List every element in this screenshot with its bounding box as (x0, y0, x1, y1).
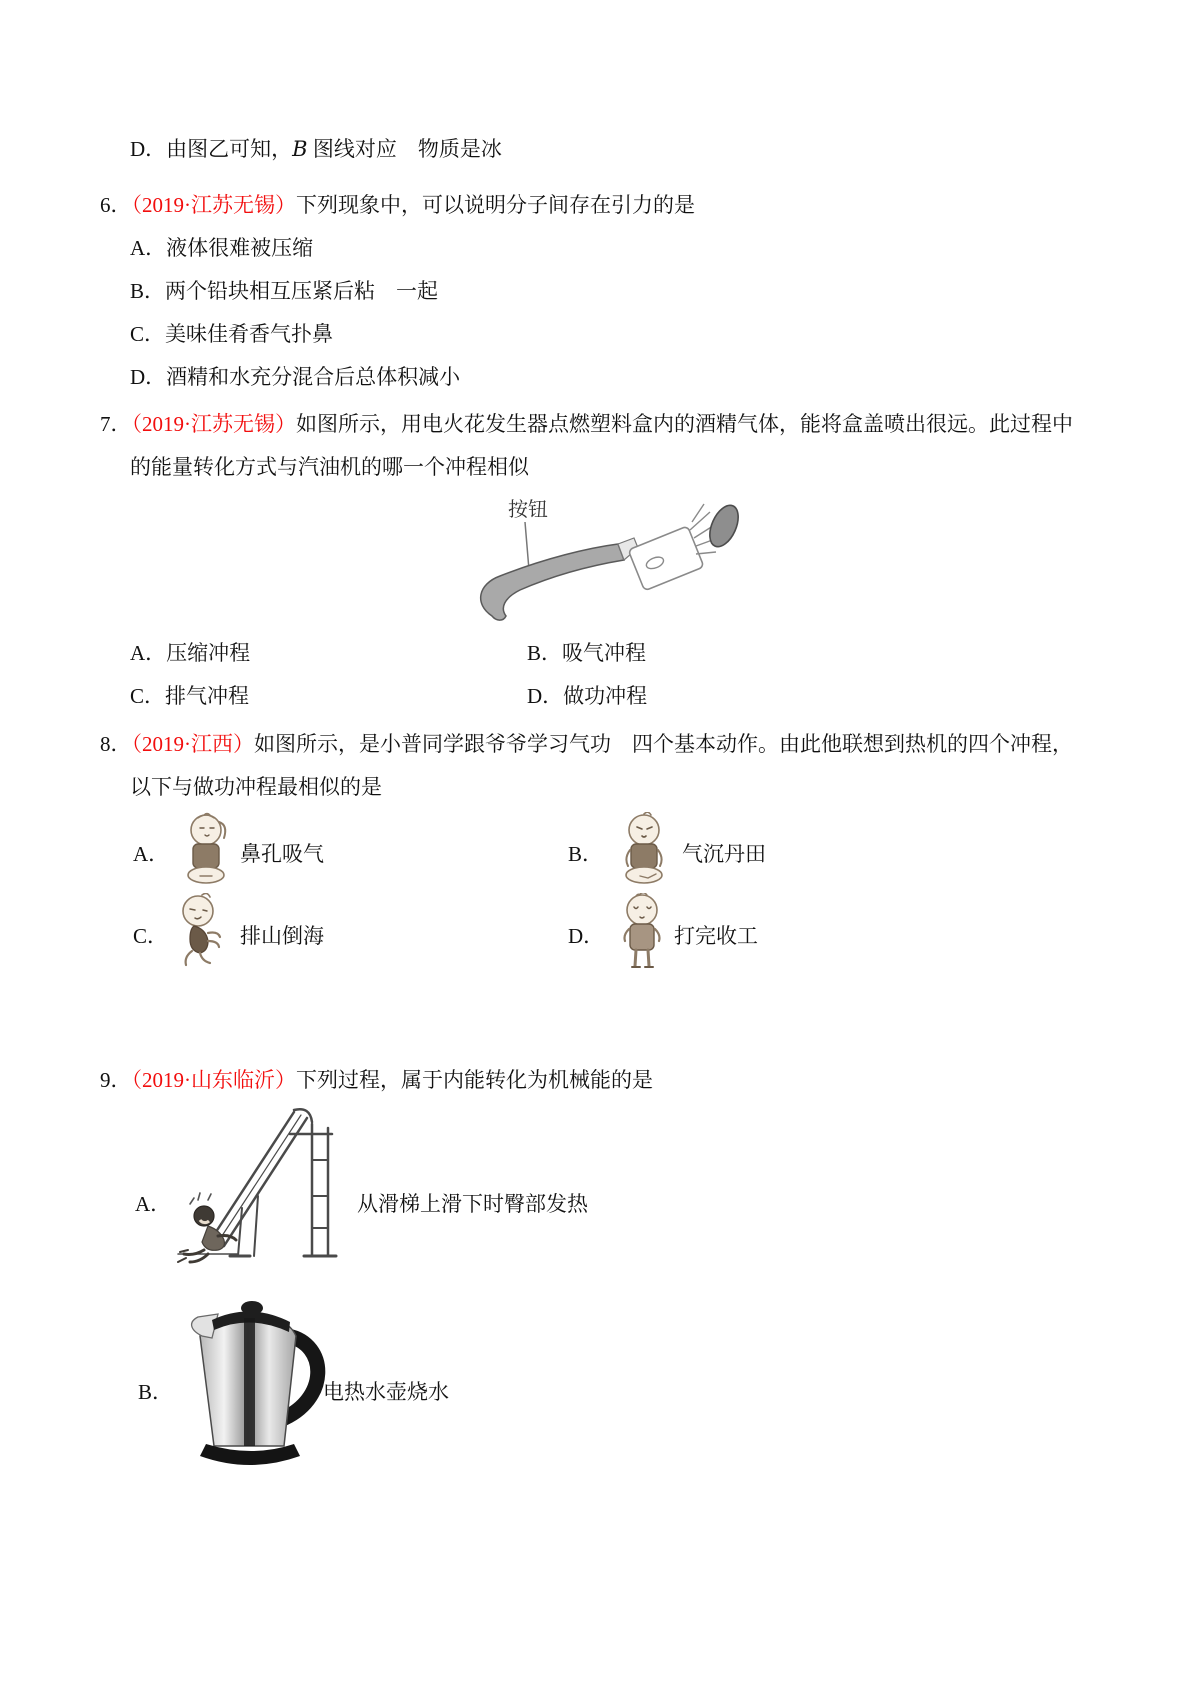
option-text-pre: 由图乙可知， (166, 137, 293, 161)
button-callout-label: 按钮 (508, 499, 548, 521)
question-6-option-a: A．液体很难被压缩 (130, 236, 314, 260)
question-8-stem-line1 (100, 728, 1073, 758)
option-label: D． (130, 137, 167, 161)
kettle-figure (178, 1296, 326, 1476)
spark-igniter-illustration (462, 486, 752, 631)
igniter-handle (481, 544, 624, 620)
question-number: 9． (100, 1068, 132, 1092)
question-8-option-b-caption: 气沉丹田 (682, 842, 766, 866)
source-tag: （2019·江苏无锡） (131, 412, 296, 436)
question-6-option-d: D．酒精和水充分混合后总体积减小 (130, 365, 461, 389)
question-8-option-c-label: C． (133, 924, 169, 948)
question-8-option-d-label: D． (568, 924, 605, 948)
question-8-option-d-caption: 打完收工 (674, 924, 758, 948)
question-7-option-d: D．做功冲程 (527, 684, 648, 708)
cartoon-child-sitting-inhale (180, 812, 236, 890)
option-text-post: 图线对应 物质是冰 (307, 137, 502, 161)
question-8-option-b-label: B． (568, 842, 604, 866)
stem-text: 如图所示，用电火花发生器点燃塑料盒内的酒精气体，能将盒盖喷出很远。此过程中 (296, 412, 1073, 436)
source-tag: （2019·山东临沂） (131, 1068, 296, 1092)
italic-variable-b: B (292, 137, 308, 161)
question-8-stem-line2: 以下与做功冲程最相似的是 (130, 775, 382, 799)
electric-kettle-illustration (178, 1296, 326, 1470)
qigong-finish-figure (614, 893, 670, 979)
ejected-cap (704, 501, 744, 551)
stem-text: 下列现象中，可以说明分子间存在引力的是 (296, 193, 695, 217)
question-9-option-a-label: A． (135, 1192, 172, 1216)
question-6-stem (100, 189, 695, 219)
question-8-option-a-caption: 鼻孔吸气 (240, 842, 324, 866)
child-on-slide-illustration (174, 1104, 354, 1270)
question-9-option-b-caption: 电热水壶烧水 (323, 1380, 449, 1404)
question-6-option-c: C．美味佳肴香气扑鼻 (130, 322, 334, 346)
plastic-box (628, 526, 704, 591)
question-7-stem-line1 (100, 408, 1073, 438)
question-7-option-a: A．压缩冲程 (130, 641, 251, 665)
question-7-option-c: C．排气冲程 (130, 684, 250, 708)
question-8-option-c-caption: 排山倒海 (240, 924, 324, 948)
slide-figure (174, 1104, 354, 1276)
source-tag: （2019·江苏无锡） (131, 193, 296, 217)
question-6-option-b: B．两个铅块相互压紧后粘 一起 (130, 279, 439, 303)
question-9-option-a-caption: 从滑梯上滑下时臀部发热 (357, 1192, 588, 1216)
question-number: 7． (100, 412, 132, 436)
prev-question-option-d (130, 133, 502, 163)
question-number: 6． (100, 193, 132, 217)
question-7-stem-line2: 的能量转化方式与汽油机的哪一个冲程相似 (130, 455, 529, 479)
cartoon-child-sitting-meditate (616, 812, 672, 890)
question-number: 8． (100, 732, 132, 756)
question-9-option-b-label: B． (138, 1380, 174, 1404)
spark-igniter-figure (462, 486, 752, 631)
stem-text: 如图所示，是小普同学跟爷爷学习气功 四个基本动作。由此他联想到热机的四个冲程， (254, 732, 1073, 756)
qigong-meditate-figure (616, 812, 672, 896)
qigong-inhale-figure (180, 812, 236, 896)
question-7-option-b: B．吸气冲程 (527, 641, 647, 665)
question-9-stem (100, 1064, 653, 1094)
cartoon-child-standing (614, 893, 670, 973)
question-8-option-a-label: A． (133, 842, 170, 866)
cartoon-child-pushing (172, 893, 232, 971)
qigong-push-figure (172, 893, 232, 977)
stem-text: 下列过程，属于内能转化为机械能的是 (296, 1068, 653, 1092)
source-tag: （2019·江西） (131, 732, 254, 756)
